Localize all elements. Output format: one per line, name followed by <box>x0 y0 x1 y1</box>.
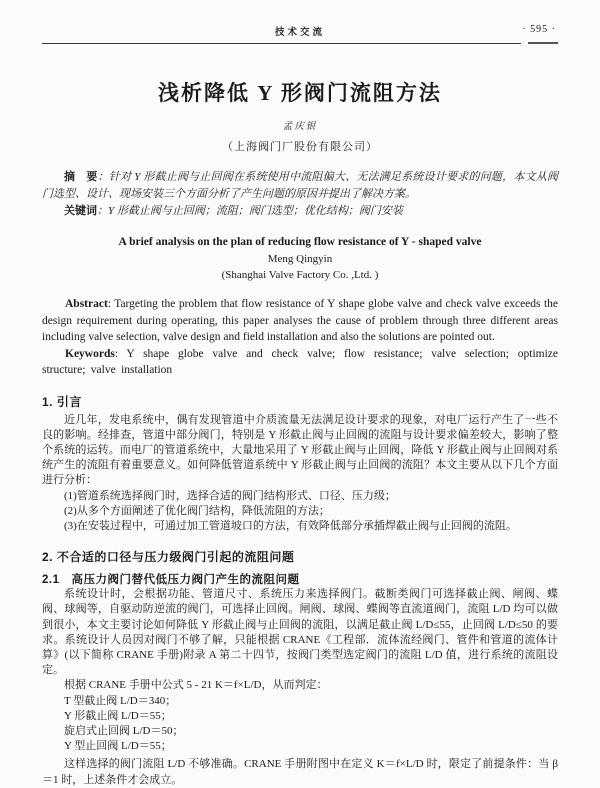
affiliation-en: (Shanghai Valve Factory Co. ,Ltd. ) <box>221 269 379 281</box>
valve-value-line-1: T 型截止阀 L/D＝340； <box>64 694 177 707</box>
section-1-list-item-2: (2)从多个方面阐述了优化阀门结构，降低流阻的方法； <box>64 504 330 517</box>
section-1-list-item-3: (3)在安装过程中，可通过加工管道坡口的方法，有效降低部分承插焊截止阀与止回阀的流阻。 <box>64 519 517 532</box>
running-header <box>42 24 558 38</box>
author-name-en: Meng Qingyin <box>267 253 333 265</box>
valve-value-line-3: 旋启式止回阀 L/D＝50； <box>64 724 184 737</box>
abstract-cn-paragraph <box>42 169 558 203</box>
header-rule <box>42 42 558 44</box>
keywords-cn-paragraph <box>42 203 558 220</box>
paper-title-cn: 浅析降低 Y 形阀门流阻方法 <box>158 81 442 105</box>
section-2-paragraph-2: 这样选择的阀门流阻 L/D 不够准确。CRANE 手册附图中在定义 K＝f×L/D 时，限定了前提条件：当 β＝1 时，上述条件才会成立。 <box>42 758 558 786</box>
keywords-cn-text: ：Y 形截止阀与止回阀；流阻；阀门选型；优化结构；阀门安装 <box>97 205 403 217</box>
abstract-cn-label: 摘 要 <box>64 171 98 183</box>
keywords-en-paragraph <box>42 346 558 379</box>
header-rule-short <box>528 42 558 44</box>
page-number: · 595 · <box>522 24 556 35</box>
section-1-heading: 1. 引言 <box>42 394 82 409</box>
keywords-cn-label: 关键词 <box>64 205 97 217</box>
abstract-cn-text: ：针对 Y 形截止阀与止回阀在系统使用中流阻偏大、无法满足系统设计要求的问题，本文从阀门选型、设计、现场安装三个方面分析了产生问题的原因并提出了解决方案。 <box>42 171 558 200</box>
header-rule-main <box>42 43 521 44</box>
formula-intro-line: 根据 CRANE 手册中公式 5 - 21 K＝f×L/D，从而判定： <box>64 679 328 692</box>
paper-title-en: A brief analysis on the plan of reducing flow resistance of Y - shaped valve <box>118 236 482 248</box>
abstract-en-label: Abstract <box>65 298 108 310</box>
keywords-en-label: Keywords <box>65 347 115 360</box>
section-1-list-item-1: (1)管道系统选择阀门时，选择合适的阀门结构形式、口径、压力级； <box>64 489 396 502</box>
author-name-cn: 孟庆银 <box>282 122 318 132</box>
abstract-en-text: : Targeting the problem that flow resistance of Y shape globe valve and check valve exceeds the design requirement during operating, this paper analyses the cause of problem through three different areas including valve selection, valve design and field installation and also the solutions are pointed out. <box>42 298 558 343</box>
section-2-paragraph-1: 系统设计时，会根据功能、管道尺寸、系统压力来选择阀门。截断类阀门可选择截止阀、闸阀、蝶阀、球阀等，自驱动防逆流的阀门，可选择止回阀。闸阀、球阀、蝶阀等直流道阀门，流阻 L/D 均可以做到很小，本文主要讨论如何降低 Y 形截止阀与止回阀的流阻，以满足截止阀 L/D≤55，止回阀 L/D≤50 的要求。系统设计人员因对阀门不够了解，只能根据 CRANE《工程部．流体流经阀门、管件和管道的流体计算》(以下简称 CRANE 手册)附录 A 第二十四节，按阀门类型选定阀门的流阻 L/D 值，进行系统的流阻设定。 <box>42 588 558 677</box>
journal-section-label: 技术交流 <box>274 27 325 38</box>
section-1-paragraph: 近几年，发电系统中，偶有发现管道中介质流量无法满足设计要求的现象，对电厂运行产生了一些不良的影响。经排查，管道中部分阀门，特别是 Y 形截止阀与止回阀的流阻与设计要求偏差较大，影响了整个系统的运转。而电厂的管道系统中，大量地采用了 Y 形截止阀与止回阀，降低 Y 形截止阀与止回阀对系统产生的流阻有着重要意义。如何降低管道系统中 Y 形截止阀与止回阀的流阻？本文主要从以下几个方面进行分析： <box>42 413 558 487</box>
section-2-1-heading: 2.1 高压力阀门替代低压力阀门产生的流阻问题 <box>42 574 300 587</box>
valve-value-line-4: Y 型止回阀 L/D＝55； <box>64 740 172 753</box>
abstract-en-paragraph <box>42 296 558 346</box>
abstract-cn-block <box>42 169 558 220</box>
affiliation-cn: （上海阀门厂股份有限公司） <box>222 141 378 153</box>
keywords-en-text: : Y shape globe valve and check valve; flow resistance; valve selection; optimize structure; valve installation <box>42 347 558 376</box>
abstract-en-block <box>42 296 558 379</box>
valve-value-line-2: Y 形截止阀 L/D＝55； <box>64 709 172 722</box>
section-2-heading: 2. 不合适的口径与压力级阀门引起的流阻问题 <box>42 550 295 565</box>
